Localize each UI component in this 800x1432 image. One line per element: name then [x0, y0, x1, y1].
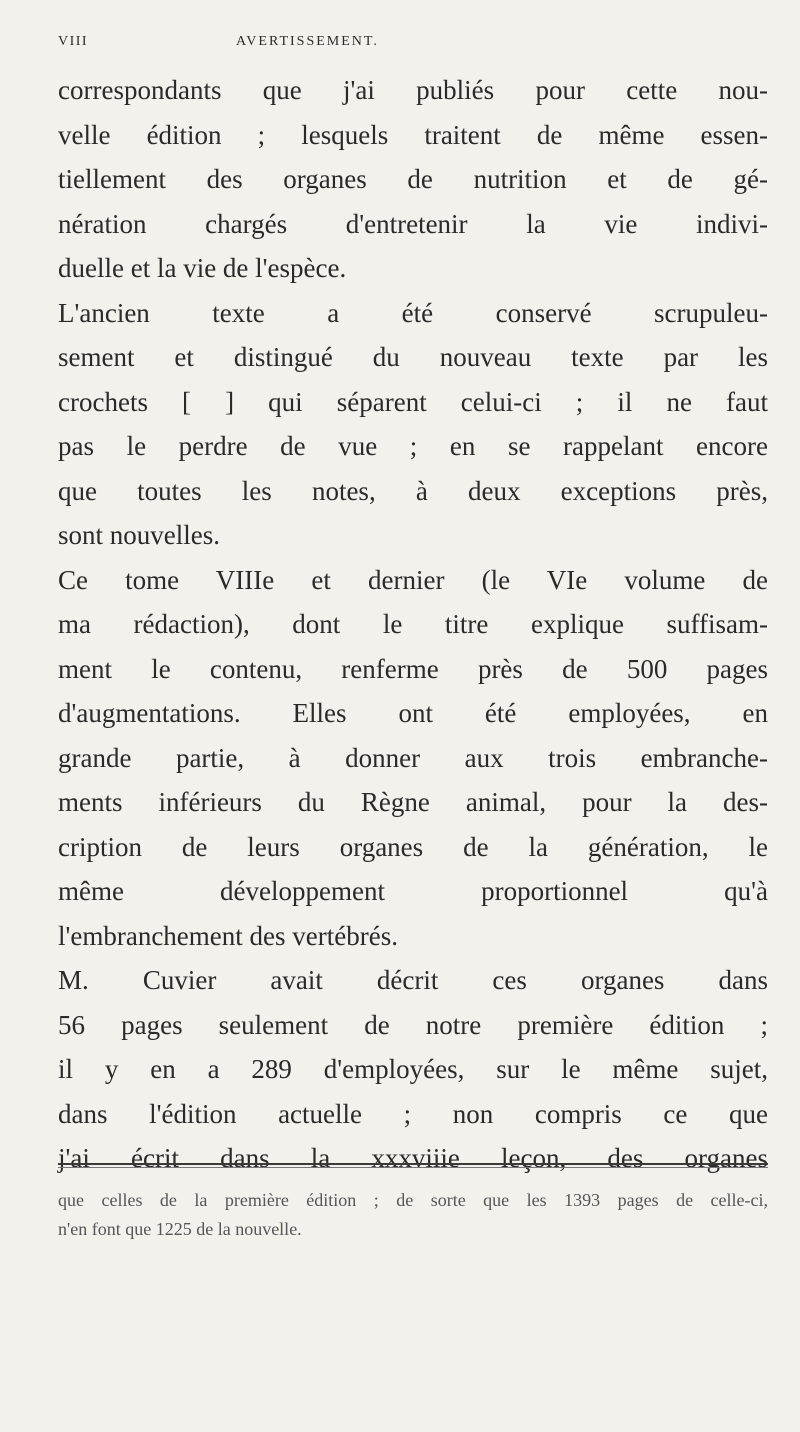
text-line: M. Cuvier avait décrit ces organes dans [58, 965, 768, 995]
running-title: AVERTISSEMENT. [236, 34, 379, 49]
text-line: même développement proportionnel qu'à [58, 876, 768, 906]
text-line: que toutes les notes, à deux exceptions près, [58, 475, 768, 506]
text-line: L'ancien texte a été conservé scrupuleu- [58, 297, 768, 328]
text-line: crochets [ ] qui séparent celui-ci ; il ne faut [58, 386, 768, 417]
body-text [58, 68, 768, 1181]
footnote-rule-thin [58, 1167, 768, 1168]
text-line: j'ai écrit dans la xxxviiie leçon, des organes [58, 1143, 768, 1173]
text-line: ments inférieurs du Règne animal, pour la des- [58, 787, 768, 817]
text-line: ment le contenu, renferme près de 500 pages [58, 653, 768, 684]
running-head [58, 34, 760, 56]
text-line: nération chargés d'entretenir la vie indivi- [58, 208, 768, 239]
text-line: pas le perdre de vue ; en se rappelant encore [58, 431, 768, 461]
text-line: sont nouvelles. [58, 520, 220, 550]
text-line: Ce tome VIIIe et dernier (le VIe volume de [58, 564, 768, 595]
text-line: tiellement des organes de nutrition et de gé- [58, 164, 768, 194]
footnote [58, 1186, 768, 1244]
footnote-rule [58, 1163, 768, 1165]
text-line: correspondants que j'ai publiés pour cette nou- [58, 75, 768, 105]
text-line: velle édition ; lesquels traitent de même essen- [58, 119, 768, 150]
text-line: duelle et la vie de l'espèce. [58, 253, 347, 283]
text-line: 56 pages seulement de notre première édition ; [58, 1009, 768, 1040]
text-line: sement et distingué du nouveau texte par les [58, 342, 768, 372]
footnote-line: que celles de la première édition ; de sorte que les 1393 pages de celle-ci, [58, 1190, 768, 1210]
text-line: grande partie, à donner aux trois embranche- [58, 742, 768, 773]
text-line: cription de leurs organes de la génération, le [58, 831, 768, 862]
text-line: l'embranchement des vertébrés. [58, 920, 398, 951]
page-number: VIII [58, 34, 89, 49]
text-line: il y en a 289 d'employées, sur le même sujet, [58, 1054, 768, 1084]
text-line: d'augmentations. Elles ont été employées, en [58, 698, 768, 728]
text-line: dans l'édition actuelle ; non compris ce que [58, 1098, 768, 1129]
footnote-line: n'en font que 1225 de la nouvelle. [58, 1219, 302, 1239]
text-line: ma rédaction), dont le titre explique suffisam- [58, 609, 768, 639]
